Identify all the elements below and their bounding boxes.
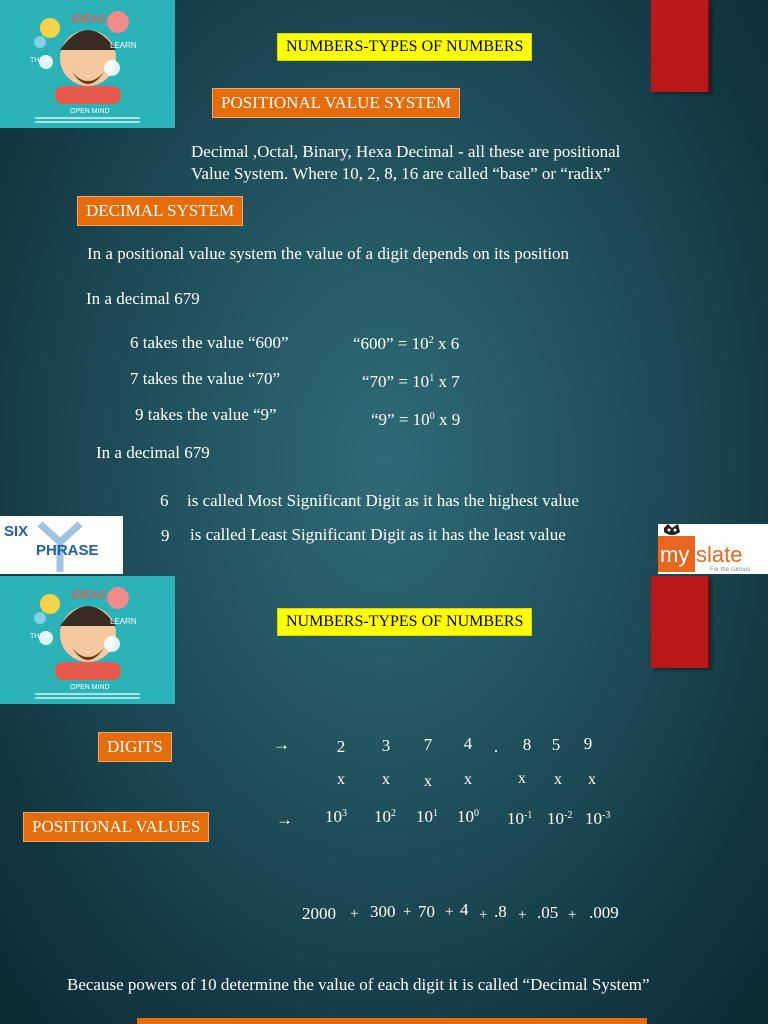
digit-4: 4 xyxy=(463,734,473,753)
row-600-left: 6 takes the value “600” xyxy=(130,333,289,352)
myslate-slate: slate xyxy=(696,542,743,567)
msd-text: is called Most Significant Digit as it has the highest value xyxy=(187,491,579,510)
sixphrase-logo xyxy=(0,516,123,574)
positional-values-label: POSITIONAL VALUES xyxy=(23,812,209,842)
sum-plus-5: + xyxy=(518,907,527,923)
myslate-logo xyxy=(658,524,768,574)
positional-statement: In a positional value system the value of a digit depends on its position xyxy=(87,244,570,263)
times-2: x xyxy=(382,771,390,788)
power-10-0: $10^0$ xyxy=(457,807,479,826)
example-intro-2: In a decimal 679 xyxy=(96,443,210,462)
row-9-left: 9 takes the value “9” xyxy=(135,405,277,424)
digit-9: 9 xyxy=(583,734,593,753)
power-10-neg3: $10^{-3}$ xyxy=(585,809,611,828)
digit-2: 2 xyxy=(336,737,346,756)
sixphrase-phrase: PHRASE xyxy=(36,542,99,559)
digit-8: 8 xyxy=(522,735,532,754)
sum-plus-2: + xyxy=(403,904,412,920)
intro-line-1: Decimal ,Octal, Binary, Hexa Decimal - all these are positional xyxy=(191,142,621,161)
digits-arrow: → xyxy=(273,735,290,754)
sum-term-2000: 2000 xyxy=(302,904,336,923)
row-9-right: “9” = $10^0$ x 9 xyxy=(371,410,461,429)
digit-5: 5 xyxy=(551,735,561,754)
open-mind-illustration xyxy=(0,0,175,128)
decimal-system-conclusion: Because powers of 10 determine the value of each digit it is called “Decimal System” xyxy=(67,975,650,994)
digit-7: 7 xyxy=(423,735,433,754)
open-mind-text: OPEN MIND xyxy=(70,108,110,115)
times-5: x xyxy=(518,770,526,787)
sum-term-4: 4 xyxy=(460,900,469,919)
learn-text-2: LEARN xyxy=(110,617,137,626)
digits-label: DIGITS xyxy=(98,732,172,762)
positional-value-system-label: POSITIONAL VALUE SYSTEM xyxy=(212,88,460,118)
power-10-neg2: $10^{-2}$ xyxy=(547,809,573,828)
decimal-system-label: DECIMAL SYSTEM xyxy=(77,196,243,226)
ideas-text-2: IDEAS xyxy=(72,589,106,601)
lsd-digit: 9 xyxy=(161,526,170,545)
myslate-my: my xyxy=(660,542,690,567)
open-mind-logo-panel xyxy=(0,0,175,128)
times-4: x xyxy=(464,771,472,788)
times-1: x xyxy=(337,771,345,788)
row-600-right: “600” = $10^2$ x 6 xyxy=(353,334,460,353)
power-10-3: $10^3$ xyxy=(325,807,347,826)
power-10-neg1: $10^{-1}$ xyxy=(507,809,533,828)
open-mind-logo-panel-2 xyxy=(0,576,175,704)
times-7: x xyxy=(588,771,596,788)
sum-term-70: 70 xyxy=(418,902,435,921)
red-accent-bar-2 xyxy=(651,576,710,668)
decimal-point: . xyxy=(493,737,499,756)
lsd-text: is called Least Significant Digit as it has the least value xyxy=(190,525,566,544)
think-text: THINK xyxy=(30,57,51,64)
power-10-2: $10^2$ xyxy=(374,807,396,826)
next-slide-orange-bar xyxy=(137,1018,647,1024)
example-intro: In a decimal 679 xyxy=(86,289,200,308)
sum-plus-4: + xyxy=(479,907,488,923)
msd-digit: 6 xyxy=(160,491,169,510)
sum-term-point05: .05 xyxy=(537,903,559,922)
sixphrase-six: SIX xyxy=(4,523,29,540)
intro-line-2: Value System. Where 10, 2, 8, 16 are called “base” or “radix” xyxy=(191,164,611,183)
slide-title-2: NUMBERS-TYPES OF NUMBERS xyxy=(277,608,532,636)
powers-arrow: → xyxy=(276,810,293,829)
sum-plus-3: + xyxy=(445,904,454,920)
open-mind-text-2: OPEN MIND xyxy=(70,684,110,691)
sum-plus-1: + xyxy=(350,906,359,922)
digit-3: 3 xyxy=(381,736,391,755)
sum-term-point8: .8 xyxy=(494,902,507,921)
row-70-right: “70” = $10^1$ x 7 xyxy=(362,372,460,391)
learn-text: LEARN xyxy=(110,41,137,50)
sum-term-300: 300 xyxy=(370,902,396,921)
open-mind-illustration-2 xyxy=(0,576,175,704)
power-10-1: $10^1$ xyxy=(416,807,438,826)
slide-title: NUMBERS-TYPES OF NUMBERS xyxy=(277,33,532,61)
myslate-tagline: For the curious xyxy=(710,567,751,573)
times-6: x xyxy=(554,771,562,788)
ideas-text: IDEAS xyxy=(72,13,106,25)
row-70-left: 7 takes the value “70” xyxy=(130,369,281,388)
red-accent-bar xyxy=(651,0,710,92)
sum-term-point009: .009 xyxy=(589,903,619,922)
sum-plus-6: + xyxy=(568,907,577,923)
think-text-2: THINK xyxy=(30,633,51,640)
times-3: x xyxy=(424,773,432,790)
